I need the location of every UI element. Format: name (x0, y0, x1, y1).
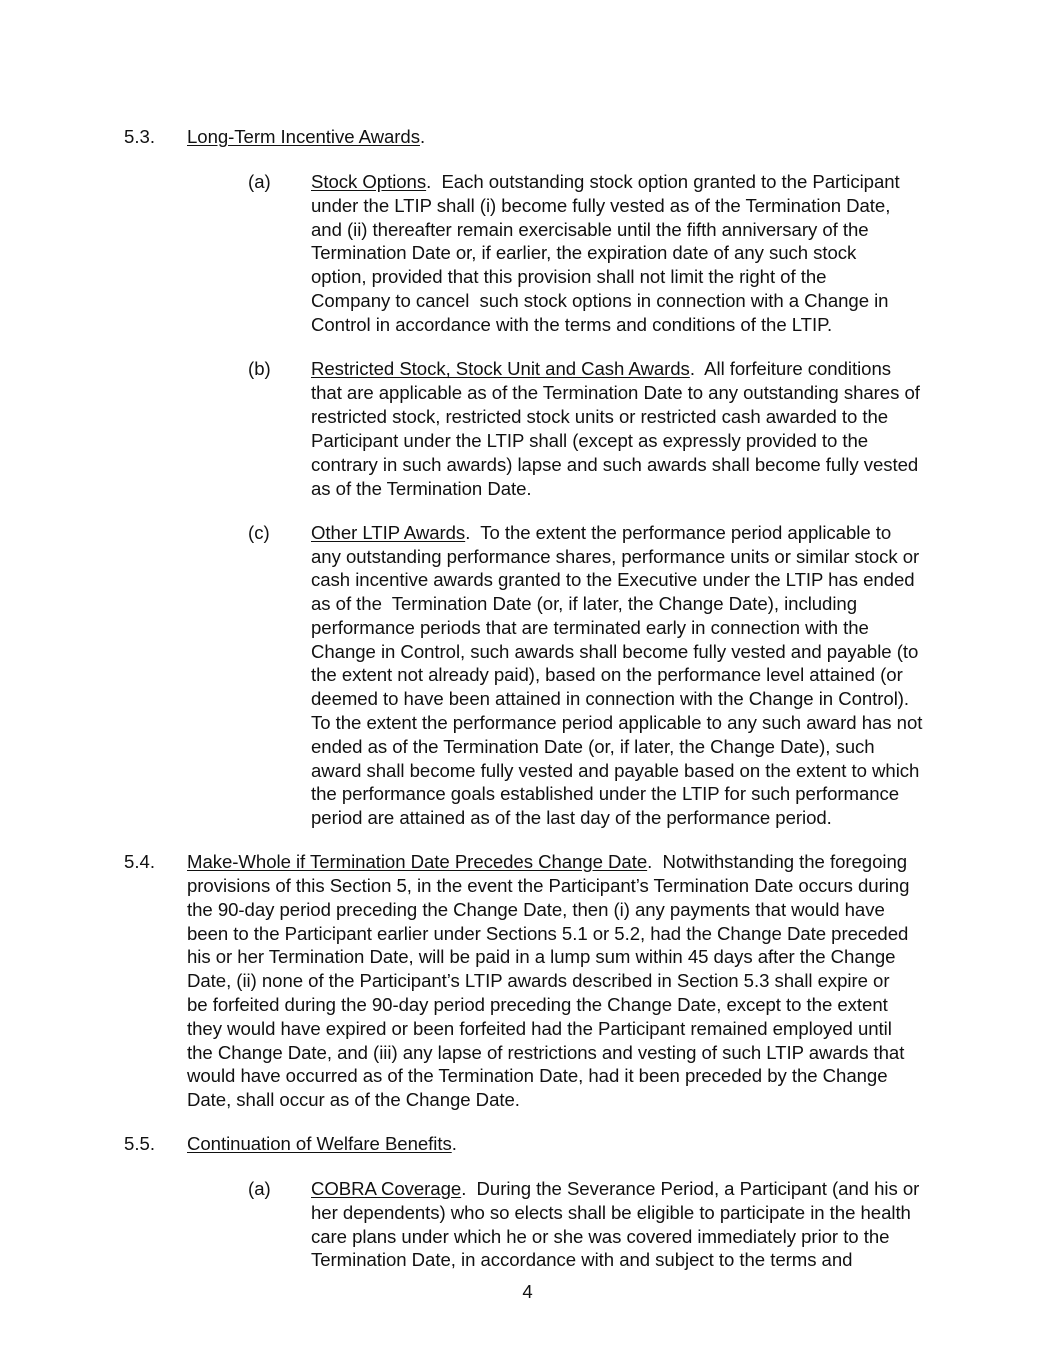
section-text-line: provisions of this Section 5, in the event the Participant’s Termination Date occurs during (187, 875, 910, 896)
section-first-line (187, 850, 907, 874)
page-number: 4 (522, 1281, 533, 1302)
item-text-line: cash incentive awards granted to the Executive under the LTIP has ended (311, 569, 915, 590)
item-text-line: care plans under which he or she was covered immediately prior to the (311, 1226, 890, 1247)
item-text-line: Company to cancel such stock options in connection with a Change in (311, 290, 889, 311)
item-first-line (311, 521, 891, 545)
section-text-line: Date, shall occur as of the Change Date. (187, 1089, 520, 1110)
item-label: (a) (248, 1178, 271, 1199)
section-heading-line (187, 1132, 457, 1156)
item-text-line: and (ii) thereafter remain exercisable until the fifth anniversary of the (311, 219, 869, 240)
section-number: 5.4. (124, 851, 156, 872)
item-label: (a) (248, 171, 271, 192)
item-heading: COBRA Coverage (311, 1178, 462, 1199)
section-heading: Make-Whole if Termination Date Precedes Change Date (187, 851, 648, 872)
item-label: (c) (248, 522, 270, 543)
item-text-line: award shall become fully vested and payable based on the extent to which (311, 760, 920, 781)
item-text-line: option, provided that this provision shall not limit the right of the (311, 266, 827, 287)
item-text-line: her dependents) who so elects shall be eligible to participate in the health (311, 1202, 911, 1223)
item-text-line: that are applicable as of the Termination Date to any outstanding shares of (311, 382, 920, 403)
item-text-line: Termination Date, in accordance with and subject to the terms and (311, 1249, 853, 1270)
section-text-line: Date, (ii) none of the Participant’s LTIP awards described in Section 5.3 shall expire or (187, 970, 890, 991)
item-text-line: ended as of the Termination Date (or, if later, the Change Date), such (311, 736, 875, 757)
item-text-line: under the LTIP shall (i) become fully vested as of the Termination Date, (311, 195, 891, 216)
section-text-line: the Change Date, and (iii) any lapse of restrictions and vesting of such LTIP awards that (187, 1042, 905, 1063)
section-text-line: be forfeited during the 90-day period preceding the Change Date, except to the extent (187, 994, 888, 1015)
section-heading: Continuation of Welfare Benefits (187, 1133, 452, 1154)
item-first-line (311, 1177, 919, 1201)
item-text-line: Termination Date or, if earlier, the expiration date of any such stock (311, 242, 857, 263)
item-text: . Each outstanding stock option granted to the Participant (426, 171, 900, 192)
section-heading-suffix: . (419, 126, 426, 147)
item-first-line (311, 357, 891, 381)
item-text-line: any outstanding performance shares, performance units or similar stock or (311, 546, 920, 567)
item-text-line: Control in accordance with the terms and conditions of the LTIP. (311, 314, 833, 335)
item-heading: Restricted Stock, Stock Unit and Cash Awards (311, 358, 690, 379)
item-text-line: Participant under the LTIP shall (except as expressly provided to the (311, 430, 869, 451)
section-text-line: the 90-day period preceding the Change Date, then (i) any payments that would have (187, 899, 885, 920)
item-text-line: deemed to have been attained in connection with the Change in Control). (311, 688, 910, 709)
item-text: . To the extent the performance period applicable to (465, 522, 892, 543)
item-text-line: To the extent the performance period applicable to any such award has not (311, 712, 923, 733)
item-heading: Stock Options (311, 171, 427, 192)
section-text-line: would have occurred as of the Termination Date, had it been preceded by the Change (187, 1065, 888, 1086)
item-text-line: period are attained as of the last day of the performance period. (311, 807, 832, 828)
item-text: . All forfeiture conditions (689, 358, 891, 379)
section-text: . Notwithstanding the foregoing (647, 851, 908, 872)
item-label: (b) (248, 358, 271, 379)
section-number: 5.5. (124, 1133, 156, 1154)
item-text-line: Change in Control, such awards shall become fully vested and payable (to (311, 641, 919, 662)
item-text-line: restricted stock, restricted stock units or restricted cash awarded to the (311, 406, 889, 427)
section-heading-suffix: . (451, 1133, 457, 1154)
item-first-line (311, 170, 900, 194)
section-number: 5.3. (124, 126, 156, 147)
item-heading: Other LTIP Awards (311, 522, 466, 543)
section-heading: Long-Term Incentive Awards (187, 126, 420, 147)
item-text-line: contrary in such awards) lapse and such awards shall become fully vested (311, 454, 919, 475)
item-text-line: performance periods that are terminated early in connection with the (311, 617, 869, 638)
section-heading-line (187, 125, 425, 149)
section-text-line: been to the Participant earlier under Sections 5.1 or 5.2, had the Change Date preceded (187, 923, 909, 944)
item-text-line: the performance goals established under the LTIP for such performance (311, 783, 900, 804)
item-text-line: the extent not already paid), based on the performance level attained (or (311, 664, 903, 685)
item-text-line: as of the Termination Date (or, if later, the Change Date), including (311, 593, 858, 614)
item-text: . During the Severance Period, a Participant (and his or (461, 1178, 920, 1199)
section-text-line: they would have expired or been forfeited had the Participant remained employed until (187, 1018, 892, 1039)
section-text-line: his or her Termination Date, will be paid in a lump sum within 45 days after the Change (187, 946, 896, 967)
item-text-line: as of the Termination Date. (311, 478, 532, 499)
